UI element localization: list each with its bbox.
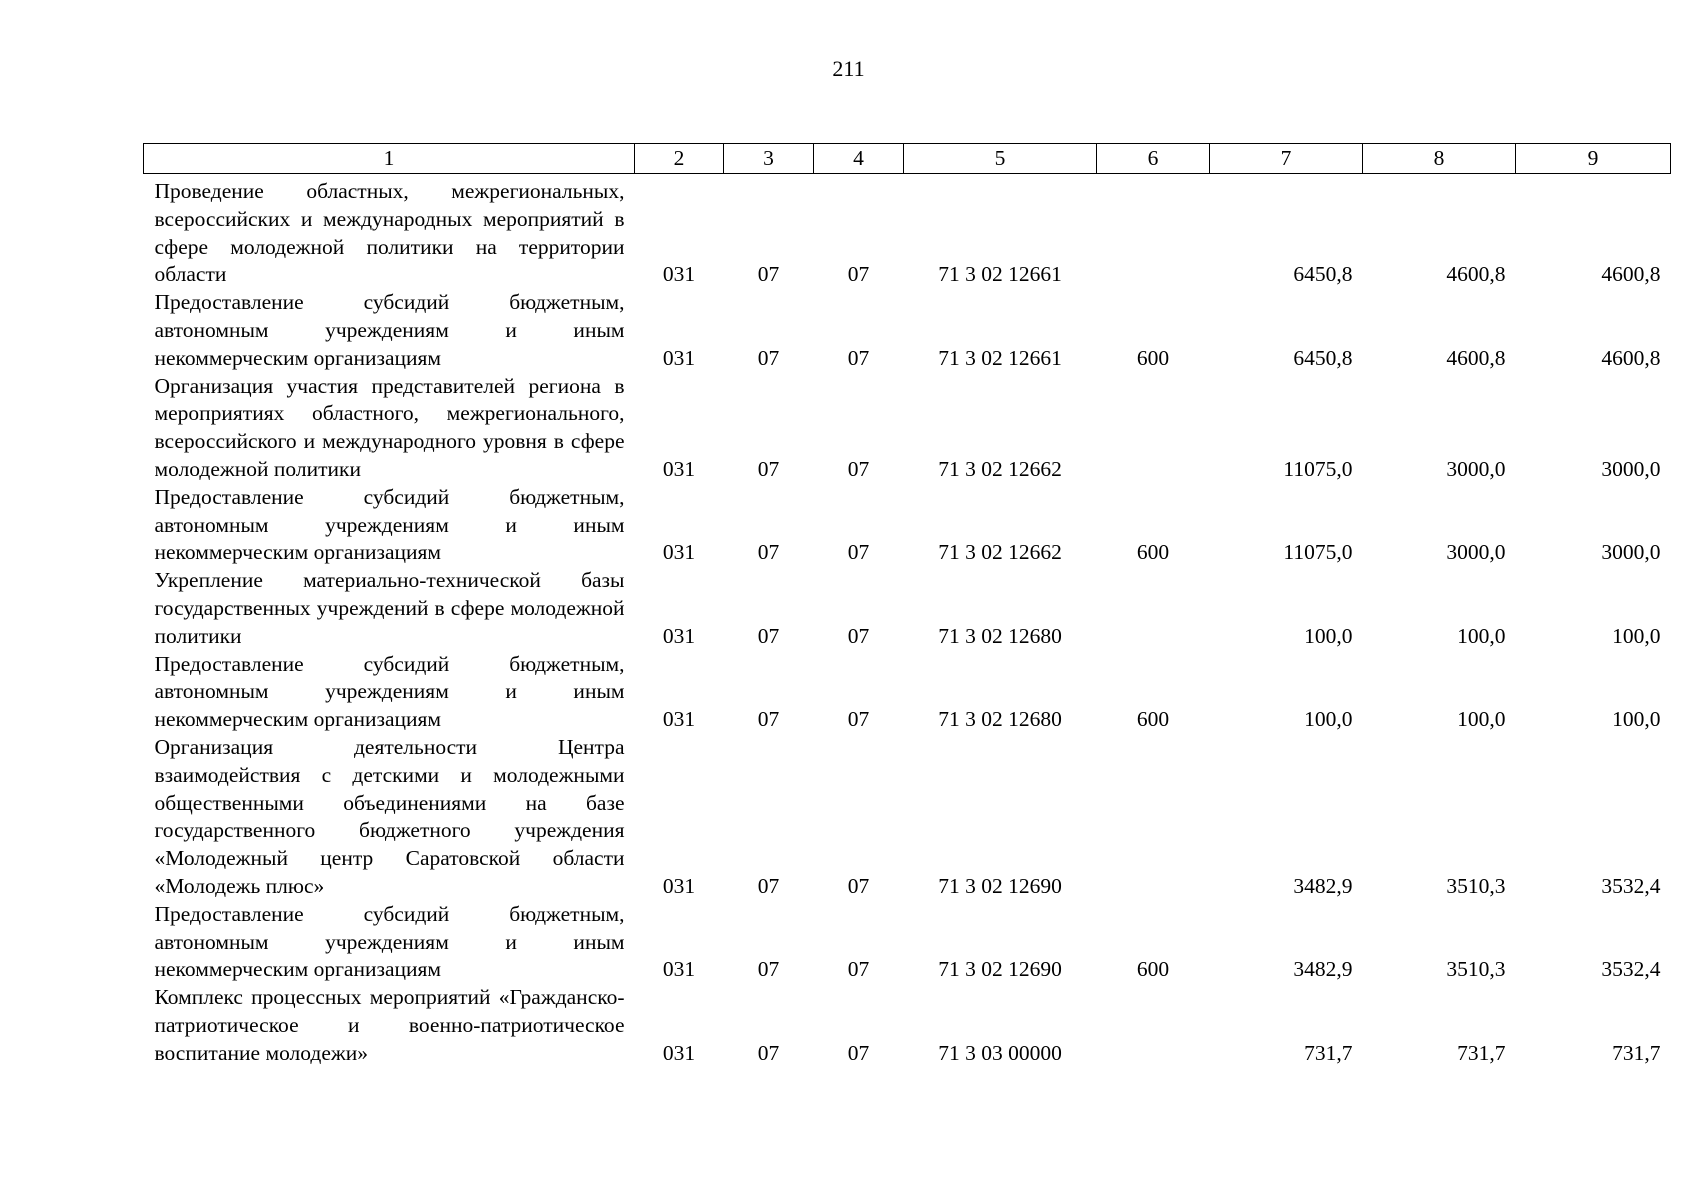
cell-target-article: 71 3 02 12680	[938, 707, 1062, 732]
row-name: Комплекс процессных мероприятий «Гражданско-патриотическое и военно-патриотическое воспитание молодежи»	[154, 985, 625, 1065]
cell-target-article: 71 3 02 12662	[938, 540, 1062, 565]
cell-amount-year-3: 3532,4	[1601, 957, 1661, 982]
cell-amount-year-2: 100,0	[1457, 623, 1506, 648]
cell-amount-year-2: 4600,8	[1446, 345, 1506, 370]
column-header-9: 9	[1516, 144, 1671, 174]
table-row	[144, 734, 1671, 901]
cell-amount-year-3: 3000,0	[1601, 456, 1661, 481]
cell-subsection: 07	[847, 345, 870, 370]
cell-expense-type	[1097, 373, 1210, 484]
cell-section: 07	[757, 707, 780, 732]
cell-amount-year-3: 4600,8	[1601, 345, 1661, 370]
column-header-3: 3	[724, 144, 814, 174]
cell-amount-year-3: 100,0	[1612, 707, 1661, 732]
row-name: Укрепление материально-технической базы государственных учреждений в сфере молодежной политики	[154, 568, 625, 648]
cell-expense-type: 600	[1136, 540, 1170, 565]
table-row	[144, 567, 1671, 650]
cell-amount-year-1: 11075,0	[1283, 540, 1353, 565]
row-name: Предоставление субсидий бюджетным, автономным учреждениям и иным некоммерческим организациям	[154, 651, 625, 732]
table-row	[144, 289, 1671, 372]
cell-subsection: 07	[847, 1040, 870, 1065]
table-row	[144, 984, 1671, 1067]
column-header-1: 1	[144, 144, 635, 174]
cell-amount-year-2: 3000,0	[1446, 540, 1506, 565]
column-header-6: 6	[1097, 144, 1210, 174]
cell-section: 07	[757, 957, 780, 982]
cell-section: 07	[757, 345, 780, 370]
cell-amount-year-1: 11075,0	[1283, 456, 1353, 481]
cell-grbs: 031	[662, 540, 696, 565]
cell-amount-year-3: 100,0	[1612, 623, 1661, 648]
cell-grbs: 031	[662, 707, 696, 732]
cell-section: 07	[757, 262, 780, 287]
cell-amount-year-1: 731,7	[1304, 1040, 1353, 1065]
cell-amount-year-3: 731,7	[1612, 1040, 1661, 1065]
row-name: Организация деятельности Центра взаимодействия с детскими и молодежными общественными объединениями на базе государственного бюджетного учреждения «Молодежный центр Саратовской области «Молодежь плюс»	[154, 734, 625, 898]
cell-target-article: 71 3 02 12680	[938, 623, 1062, 648]
cell-expense-type	[1097, 984, 1210, 1067]
cell-subsection: 07	[847, 456, 870, 481]
cell-amount-year-1: 100,0	[1304, 707, 1353, 732]
column-header-4: 4	[814, 144, 904, 174]
budget-table	[143, 143, 1671, 1068]
cell-section: 07	[757, 873, 780, 898]
table-row	[144, 174, 1671, 290]
column-header-5: 5	[904, 144, 1097, 174]
cell-amount-year-3: 3000,0	[1601, 540, 1661, 565]
row-name: Предоставление субсидий бюджетным, автономным учреждениям и иным некоммерческим организациям	[154, 901, 625, 982]
cell-amount-year-2: 3510,3	[1446, 957, 1506, 982]
table-row	[144, 373, 1671, 484]
cell-expense-type: 600	[1136, 707, 1170, 732]
cell-amount-year-1: 3482,9	[1293, 873, 1353, 898]
cell-section: 07	[757, 1040, 780, 1065]
cell-grbs: 031	[662, 1040, 696, 1065]
cell-amount-year-1: 100,0	[1304, 623, 1353, 648]
cell-subsection: 07	[847, 873, 870, 898]
cell-amount-year-3: 3532,4	[1601, 873, 1661, 898]
cell-grbs: 031	[662, 456, 696, 481]
cell-amount-year-2: 4600,8	[1446, 262, 1506, 287]
row-name: Организация участия представителей региона в мероприятиях областного, межрегионального, всероссийского и международного уровня в сфере молодежной политики	[154, 373, 625, 481]
cell-target-article: 71 3 02 12662	[938, 456, 1062, 481]
cell-amount-year-1: 6450,8	[1293, 345, 1353, 370]
cell-amount-year-1: 6450,8	[1293, 262, 1353, 287]
cell-target-article: 71 3 02 12690	[938, 873, 1062, 898]
cell-expense-type: 600	[1136, 345, 1170, 370]
row-name: Предоставление субсидий бюджетным, автономным учреждениям и иным некоммерческим организациям	[154, 290, 625, 370]
cell-expense-type	[1097, 734, 1210, 901]
cell-subsection: 07	[847, 957, 870, 982]
cell-grbs: 031	[662, 262, 696, 287]
row-name: Предоставление субсидий бюджетным, автономным учреждениям и иным некоммерческим организациям	[154, 484, 625, 565]
cell-grbs: 031	[662, 873, 696, 898]
table-header	[144, 144, 1671, 174]
cell-subsection: 07	[847, 707, 870, 732]
cell-subsection: 07	[847, 623, 870, 648]
table-row	[144, 901, 1671, 984]
column-header-7: 7	[1210, 144, 1363, 174]
cell-grbs: 031	[662, 623, 696, 648]
column-header-8: 8	[1363, 144, 1516, 174]
cell-target-article: 71 3 03 00000	[938, 1040, 1062, 1065]
cell-amount-year-1: 3482,9	[1293, 957, 1353, 982]
cell-grbs: 031	[662, 957, 696, 982]
cell-amount-year-2: 3510,3	[1446, 873, 1506, 898]
cell-subsection: 07	[847, 262, 870, 287]
row-name: Проведение областных, межрегиональных, всероссийских и международных мероприятий в сфере молодежной политики на территории области	[154, 179, 625, 287]
cell-amount-year-2: 731,7	[1457, 1040, 1506, 1065]
cell-target-article: 71 3 02 12661	[938, 345, 1062, 370]
cell-section: 07	[757, 456, 780, 481]
table-body	[144, 174, 1671, 1068]
cell-amount-year-2: 3000,0	[1446, 456, 1506, 481]
cell-target-article: 71 3 02 12690	[938, 957, 1062, 982]
table-row	[144, 484, 1671, 567]
cell-target-article: 71 3 02 12661	[938, 262, 1062, 287]
page-number: 211	[832, 56, 865, 81]
column-header-2: 2	[635, 144, 724, 174]
header-row	[144, 144, 1671, 174]
cell-section: 07	[757, 540, 780, 565]
cell-grbs: 031	[662, 345, 696, 370]
cell-section: 07	[757, 623, 780, 648]
cell-subsection: 07	[847, 540, 870, 565]
cell-amount-year-2: 100,0	[1457, 707, 1506, 732]
cell-amount-year-3: 4600,8	[1601, 262, 1661, 287]
cell-expense-type	[1097, 174, 1210, 290]
table-row	[144, 651, 1671, 734]
cell-expense-type: 600	[1136, 957, 1170, 982]
cell-expense-type	[1097, 567, 1210, 650]
